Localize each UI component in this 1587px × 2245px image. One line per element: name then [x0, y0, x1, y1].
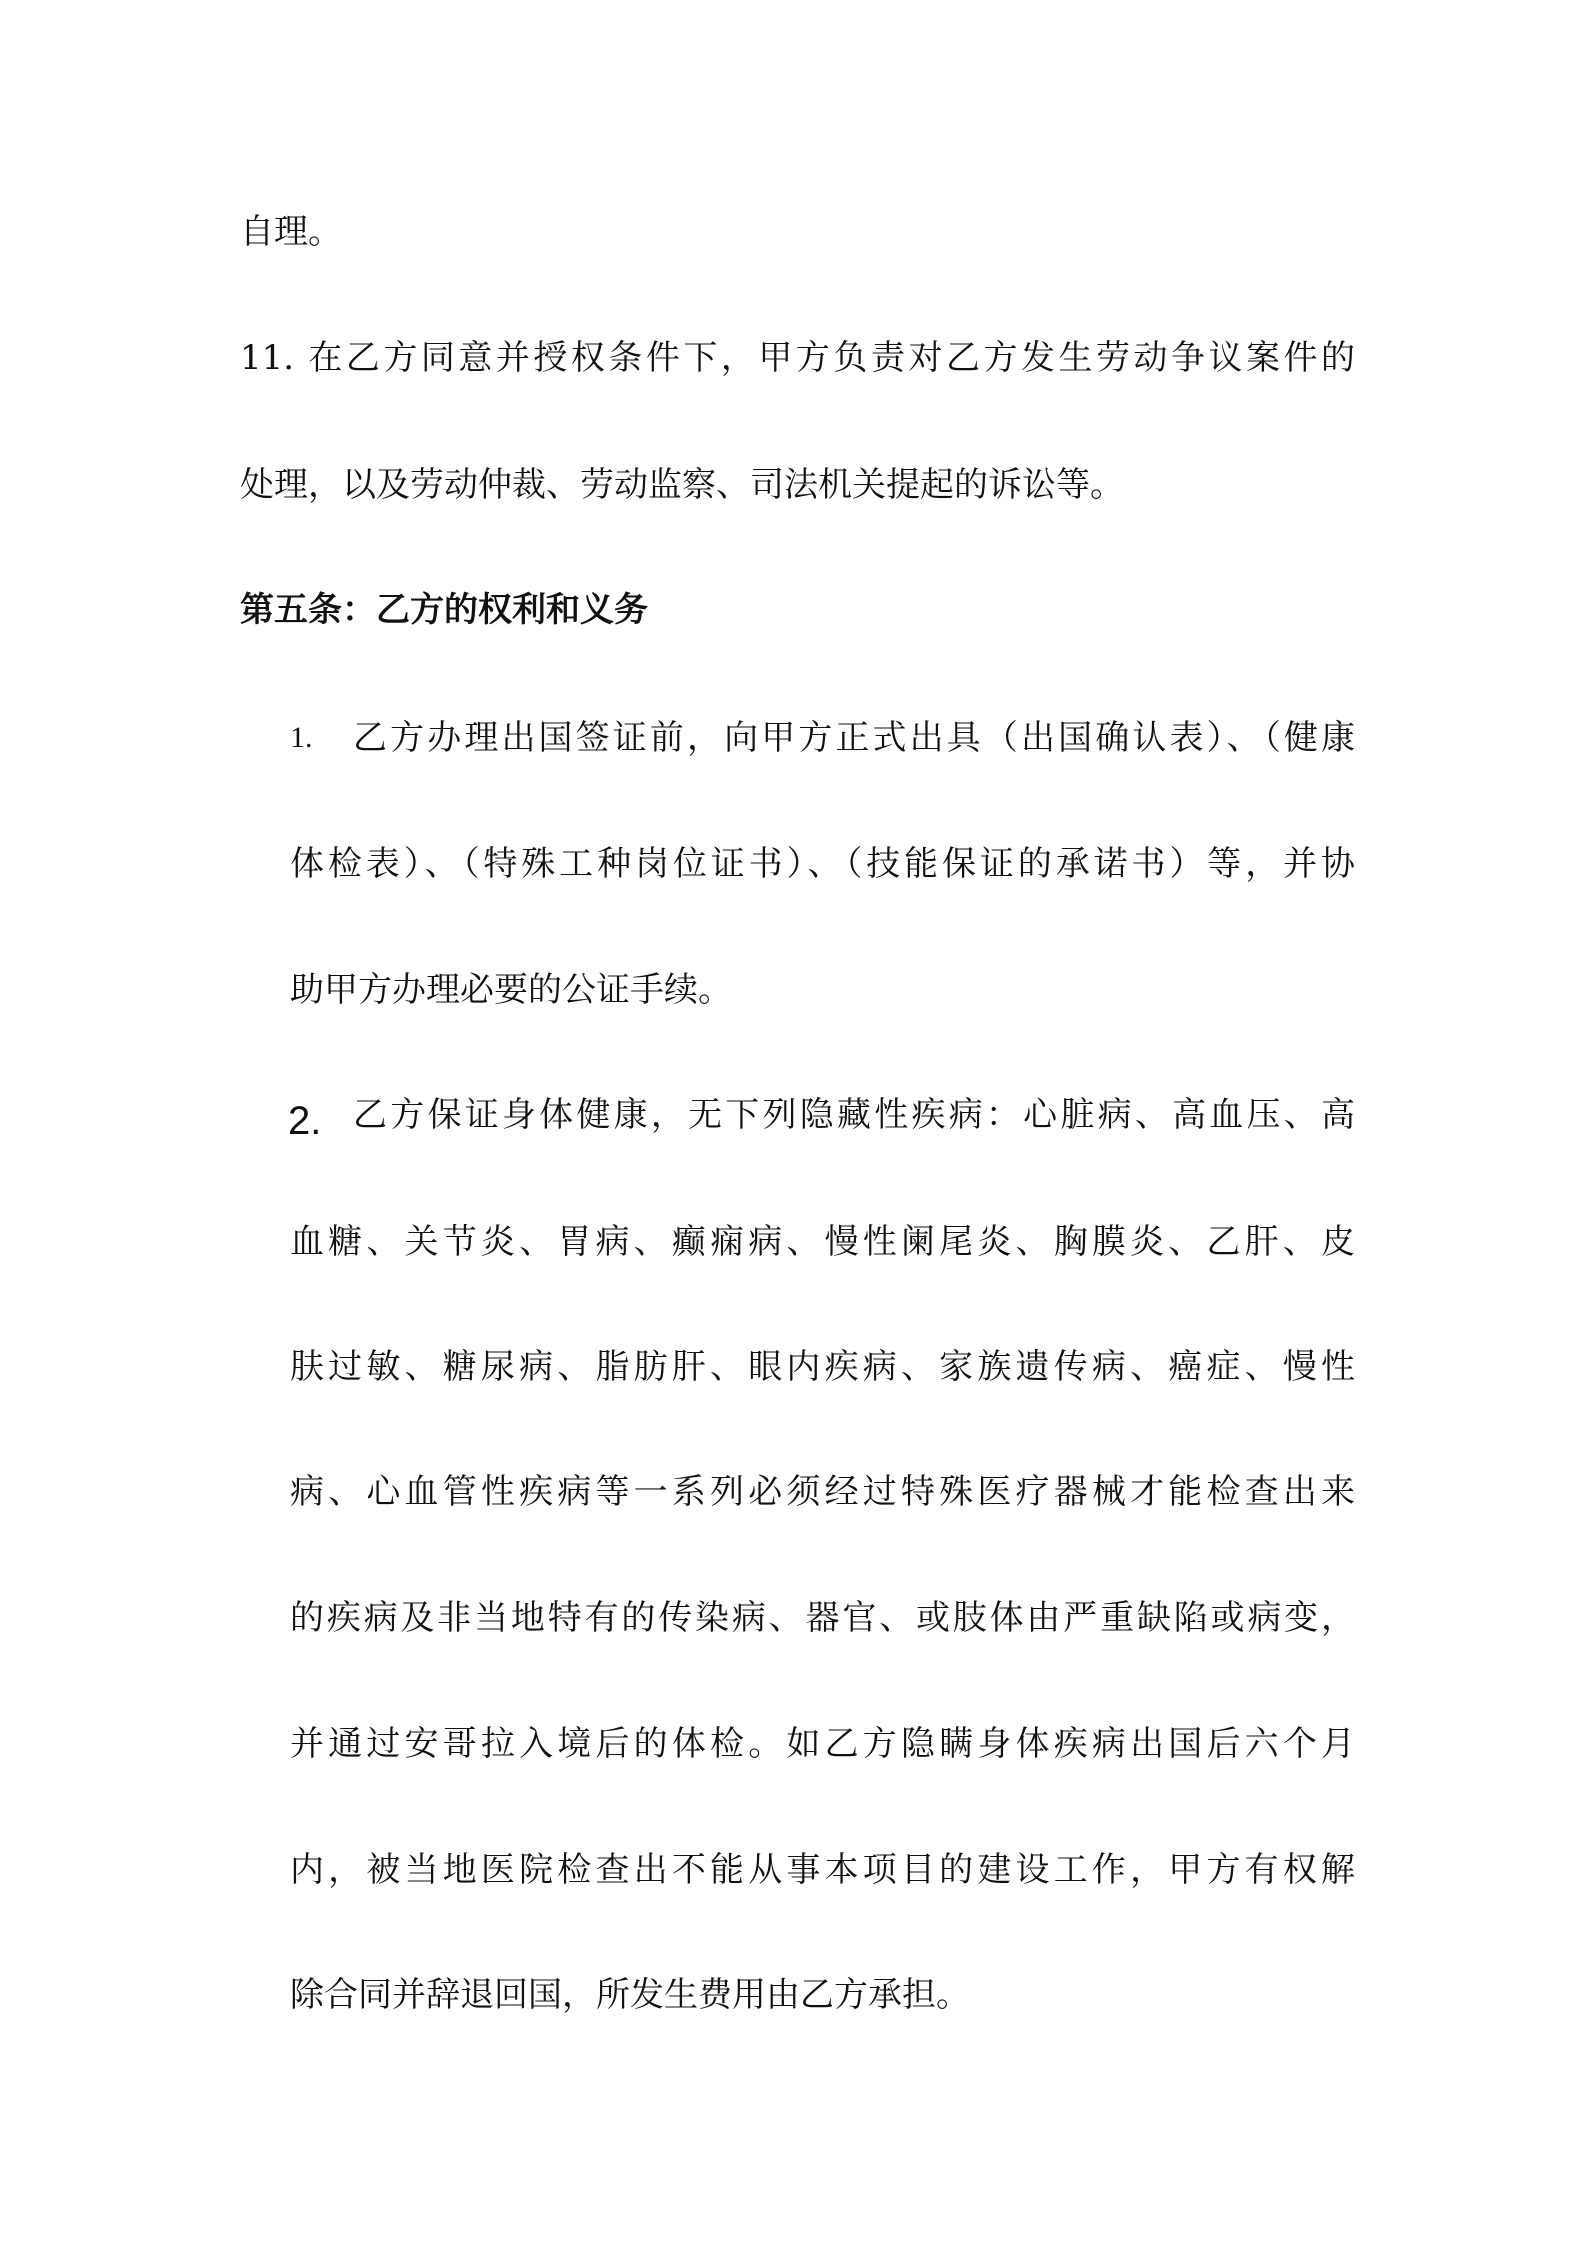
continued-paragraph-end: 自理。	[240, 212, 342, 252]
clause-2-line-7: 内，被当地医院检查出不能从事本项目的建设工作，甲方有权解	[290, 1850, 1355, 1890]
article-5-heading: 第五条：乙方的权利和义务	[240, 590, 648, 630]
clause-1-line-3: 助甲方办理必要的公证手续。	[290, 970, 732, 1010]
clause-2-line-4: 病、心血管性疾病等一系列必须经过特殊医疗器械才能检查出来	[290, 1472, 1355, 1512]
clause-2-line-5: 的疾病及非当地特有的传染病、器官、或肢体由严重缺陷或病变，	[290, 1598, 1355, 1638]
clause-2-line-8: 除合同并辞退回国，所发生费用由乙方承担。	[290, 1975, 970, 2015]
item-11-line-2: 处理，以及劳动仲裁、劳动监察、司法机关提起的诉讼等。	[240, 465, 1124, 505]
clause-1-line-1: 乙方办理出国签证前，向甲方正式出具（出国确认表）、（健康	[353, 718, 1355, 758]
clause-2-line-1: 乙方保证身体健康，无下列隐藏性疾病：心脏病、高血压、高	[353, 1095, 1355, 1135]
clause-1-line-2: 体检表）、（特殊工种岗位证书）、（技能保证的承诺书）等，并协	[290, 844, 1355, 884]
clause-1-number: 1.	[290, 721, 313, 754]
clause-2-line-6: 并通过安哥拉入境后的体检。如乙方隐瞒身体疾病出国后六个月	[290, 1724, 1355, 1764]
clause-2-line-2: 血糖、关节炎、胃病、癫痫病、慢性阑尾炎、胸膜炎、乙肝、皮	[290, 1222, 1355, 1262]
clause-2-number: 2.	[288, 1099, 322, 1143]
item-11-line-1: 11. 在乙方同意并授权条件下，甲方负责对乙方发生劳动争议案件的	[240, 338, 1355, 378]
clause-2-line-3: 肤过敏、糖尿病、脂肪肝、眼内疾病、家族遗传病、癌症、慢性	[290, 1347, 1355, 1387]
